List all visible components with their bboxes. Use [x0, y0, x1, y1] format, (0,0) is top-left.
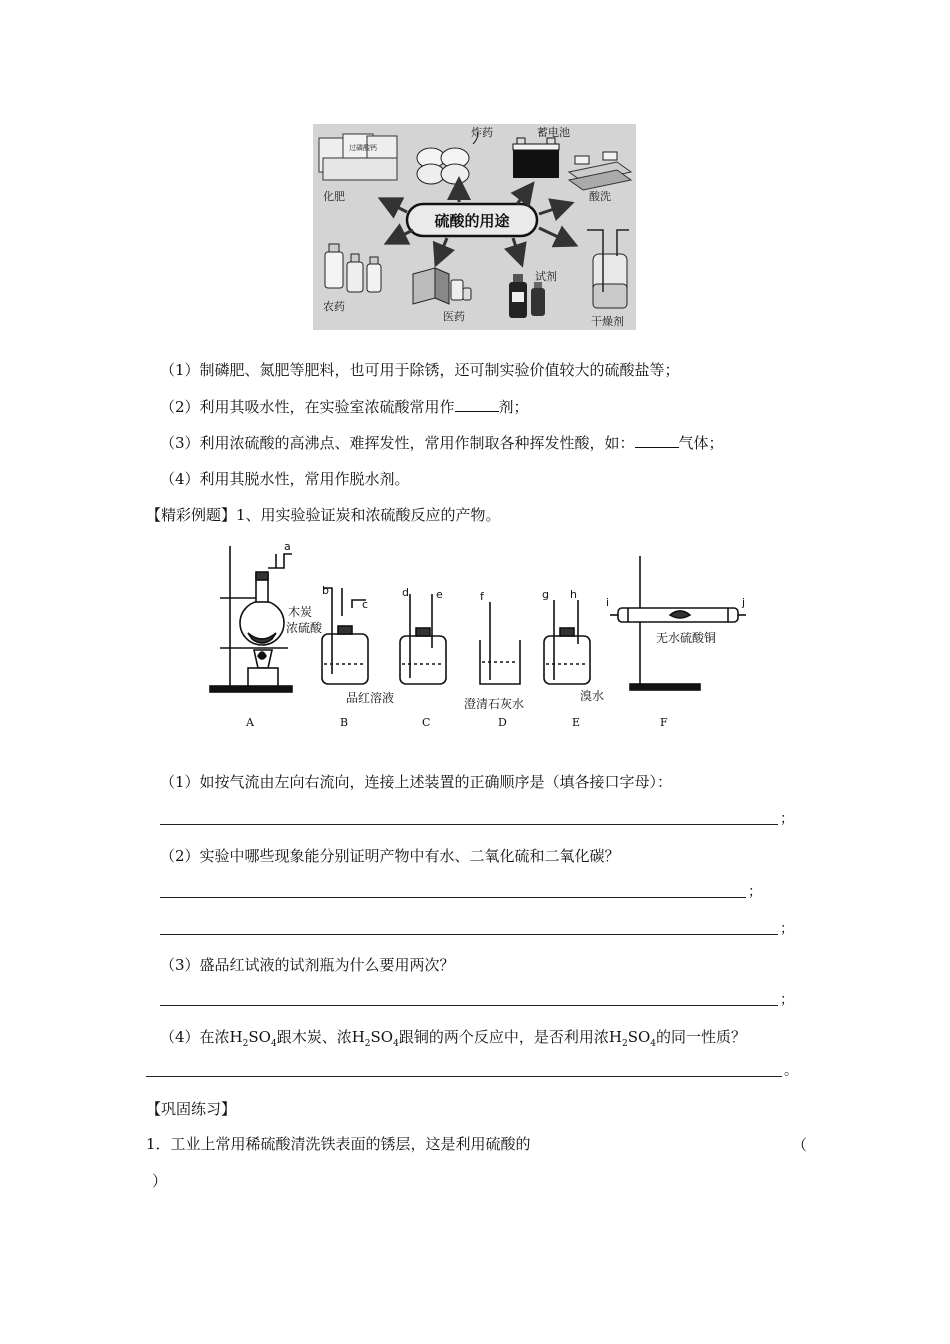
letter-f: F	[660, 716, 668, 729]
semicolon: ；	[780, 921, 794, 937]
apparatus-d	[480, 602, 520, 684]
use-item-4: （4）利用其脱水性，常用作脱水剂。	[160, 470, 410, 488]
h2so4-formula: $H_2SO_4$	[351, 1028, 399, 1049]
label-fertilizer: 化肥	[323, 190, 345, 203]
label-acid-wash: 酸洗	[589, 190, 611, 203]
answer-line-4[interactable]	[146, 1076, 782, 1077]
battery-icon	[513, 138, 559, 178]
label-reagent: 试剂	[535, 270, 557, 283]
label-explosives: 炸药	[471, 126, 493, 139]
q4-part-c: 跟铜的两个反应中，是否利用浓	[398, 1028, 609, 1046]
label-cuso4: 无水硫酸铜	[656, 631, 717, 645]
semicolon: ；	[748, 884, 762, 900]
question-3: （3）盛品红试液的试剂瓶为什么要用两次？	[160, 956, 455, 974]
q4-part-d: 的同一性质？	[656, 1028, 747, 1046]
use-item-1: （1）制磷肥、氮肥等肥料，也可用于除锈，还可制实验价值较大的硫酸盐等；	[160, 361, 680, 379]
port-b: b	[322, 584, 329, 597]
port-g: g	[542, 588, 549, 601]
fill-blank[interactable]	[635, 433, 679, 448]
port-h: h	[570, 588, 577, 601]
label-pinhong: 品红溶液	[346, 691, 395, 705]
apparatus-f	[610, 556, 746, 690]
open-paren: （	[792, 1136, 808, 1154]
letter-d: D	[498, 716, 507, 729]
question-2: （2）实验中哪些现象能分别证明产物中有水、二氧化硫和二氧化碳？	[160, 847, 620, 865]
question-1: （1）如按气流由左向右流向，连接上述装置的正确顺序是（填各接口字母）：	[160, 773, 673, 791]
label-battery: 蓄电池	[537, 126, 570, 139]
label-medicine: 医药	[443, 310, 465, 323]
apparatus-c	[400, 594, 446, 684]
semicolon: ；	[780, 811, 794, 827]
answer-line-2a[interactable]	[160, 897, 746, 898]
use-item-2-post: 剂；	[498, 398, 529, 416]
use-item-3	[160, 433, 724, 453]
apparatus-a	[210, 546, 292, 692]
q4-part-a: （4）在浓	[160, 1028, 230, 1046]
close-paren: ）	[152, 1172, 168, 1190]
h2so4-formula: $H_2SO_4$	[608, 1028, 656, 1049]
sulfuric-acid-uses-figure	[313, 124, 636, 330]
label-bromine: 溴水	[580, 689, 605, 703]
port-i: i	[606, 596, 610, 609]
answer-line-1[interactable]	[160, 824, 778, 825]
bag-text: 过磷酸钙	[349, 144, 377, 152]
fertilizer-bags-icon	[319, 134, 397, 180]
figure-center-label: 硫酸的用途	[434, 212, 510, 230]
port-j: j	[742, 596, 746, 609]
letter-e: E	[572, 716, 581, 729]
label-conc-acid: 浓硫酸	[286, 621, 323, 635]
apparatus-figure	[200, 538, 760, 738]
apparatus-e	[544, 600, 590, 684]
practice-question-1: 1．工业上常用稀硫酸清洗铁表面的锈层，这是利用硫酸的	[146, 1135, 531, 1153]
label-charcoal: 木炭	[288, 605, 313, 619]
answer-line-2b[interactable]	[160, 934, 778, 935]
letter-a: A	[246, 716, 254, 729]
use-item-3-post: 气体；	[678, 434, 724, 452]
period: 。	[784, 1063, 798, 1079]
label-limewater: 澄清石灰水	[464, 697, 525, 711]
semicolon: ；	[780, 992, 794, 1008]
port-a: a	[284, 540, 291, 553]
q4-part-b: 跟木炭、浓	[276, 1028, 352, 1046]
fill-blank[interactable]	[455, 397, 499, 412]
letter-c: C	[422, 716, 431, 729]
port-f: f	[480, 590, 484, 603]
example-title: 【精彩例题】1、用实验验证炭和浓硫酸反应的产物。	[146, 506, 501, 524]
use-item-2	[160, 397, 529, 417]
h2so4-formula: $H_2SO_4$	[229, 1028, 277, 1049]
question-4	[160, 1027, 746, 1054]
label-desiccant: 干燥剂	[591, 315, 624, 328]
answer-line-3[interactable]	[160, 1005, 778, 1006]
use-item-3-pre: （3）利用浓硫酸的高沸点、难挥发性，常用作制取各种挥发性酸，如：	[160, 434, 635, 452]
port-d: d	[402, 586, 409, 599]
letter-b: B	[340, 716, 349, 729]
port-e: e	[436, 588, 443, 601]
use-item-2-pre: （2）利用其吸水性，在实验室浓硫酸常用作	[160, 398, 455, 416]
label-pesticide: 农药	[323, 300, 345, 313]
practice-title: 【巩固练习】	[146, 1100, 237, 1118]
port-c: c	[362, 598, 369, 611]
